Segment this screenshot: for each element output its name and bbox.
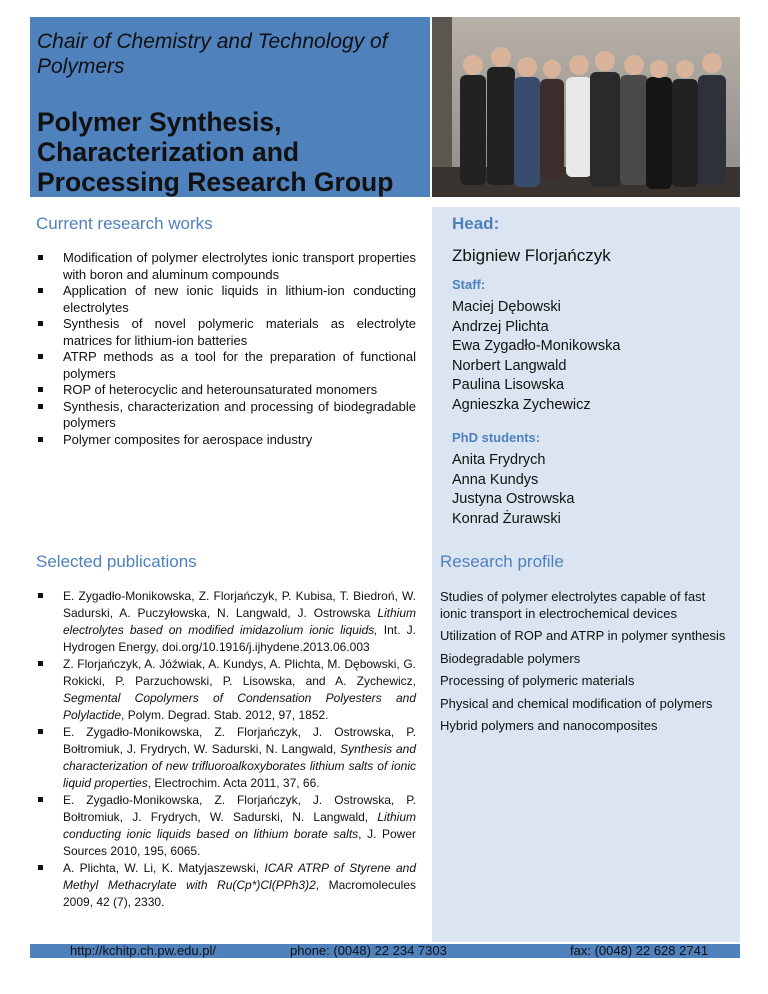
header-banner — [30, 17, 430, 197]
head-name: Zbigniew Florjańczyk — [452, 246, 611, 265]
staff-heading: Staff: — [452, 277, 486, 292]
list-item: Justyna Ostrowska — [452, 491, 575, 507]
publications-heading: Selected publications — [36, 552, 197, 571]
publications-list — [36, 588, 416, 911]
staff-list — [452, 298, 620, 415]
list-item: Andrzej Plichta — [452, 318, 549, 335]
list-item: Utilization of ROP and ATRP in polymer synthesis — [440, 628, 726, 643]
chair-name: Chair of Chemistry and Technology of Polymers — [37, 30, 388, 78]
list-item: Synthesis of novel polymeric materials as electrolyte matrices for lithium-ion batteries — [36, 316, 416, 349]
list-item: A. Plichta, W. Li, K. Matyjaszewski, ICAR ATRP of Styrene and Methyl Methacrylate with Ru(Cp*)Cl(PPh3)2, Macromolecules 2009, 42 (7), 2330. — [36, 860, 416, 911]
list-item: E. Zygadło-Monikowska, Z. Florjańczyk, J. Ostrowska, P. Bołtromiuk, J. Frydrych, W. Sadurski, N. Langwald, Lithium conducting ionic liquids based on lithium borate salts, J. Power Sources 2010, 195, 6065. — [36, 792, 416, 860]
list-item: Synthesis, characterization and processing of biodegradable polymers — [36, 399, 416, 432]
list-item: Maciej Dębowski — [452, 299, 561, 315]
list-item: Hybrid polymers and nanocomposites — [440, 718, 658, 733]
list-item: Norbert Langwald — [452, 357, 567, 374]
profile-list — [440, 589, 735, 741]
list-item: ROP of heterocyclic and heterounsaturated monomers — [36, 382, 416, 399]
list-item: Anna Kundys — [452, 471, 539, 488]
footer-url[interactable]: http://kchitp.ch.pw.edu.pl/ — [70, 943, 216, 958]
list-item: Konrad Żurawski — [452, 510, 561, 527]
list-item: ATRP methods as a tool for the preparation of functional polymers — [36, 349, 416, 382]
footer-bar — [30, 944, 740, 958]
list-item: Paulina Lisowska — [452, 377, 565, 393]
list-item: Biodegradable polymers — [440, 650, 581, 666]
list-item: Agnieszka Zychewicz — [452, 396, 591, 413]
list-item: Physical and chemical modification of polymers — [440, 695, 713, 711]
phd-list — [452, 451, 575, 529]
footer-phone: phone: (0048) 22 234 7303 — [290, 943, 447, 958]
research-heading: Current research works — [36, 214, 213, 233]
list-item: Studies of polymer electrolytes capable of fast ionic transport in electrochemical devices — [440, 589, 706, 621]
footer-fax: fax: (0048) 22 628 2741 — [570, 943, 709, 958]
list-item: Processing of polymeric materials — [440, 673, 635, 688]
group-title: Polymer Synthesis, Characterization and Processing Research Group — [37, 107, 394, 197]
head-heading: Head: — [452, 214, 500, 233]
list-item: Polymer composites for aerospace industry — [36, 432, 416, 449]
phd-heading: PhD students: — [452, 430, 541, 445]
list-item: Application of new ionic liquids in lithium-ion conducting electrolytes — [36, 283, 416, 316]
list-item: Ewa Zygadło-Monikowska — [452, 338, 621, 354]
list-item: Modification of polymer electrolytes ionic transport properties with boron and aluminum compounds — [36, 250, 416, 283]
list-item: E. Zygadło-Monikowska, Z. Florjańczyk, J. Ostrowska, P. Bołtromiuk, J. Frydrych, W. Sadurski, N. Langwald, Synthesis and characterization of new trifluoroalkoxyborates lithium salts of ionic liquid properties, Electrochim. Acta 2011, 37, 66. — [36, 724, 416, 792]
profile-heading: Research profile — [440, 552, 564, 571]
list-item: E. Zygadło-Monikowska, Z. Florjańczyk, P. Kubisa, T. Biedroń, W. Sadurski, A. Puczyłowska, N. Langwald, J. Ostrowska Lithium electrolytes based on modified imidazolium ionic liquids, Int. J. Hydrogen Energy, doi.org/10.1916/j.ijhydene.2013.06.003 — [36, 588, 416, 656]
list-item: Z. Florjańczyk, A. Jóźwiak, A. Kundys, A. Plichta, M. Dębowski, G. Rokicki, P. Parzuchowski, P. Lisowska, and A. Zychewicz, Segmental Copolymers of Condensation Polyesters and Polylactide, Polym. Degrad. Stab. 2012, 97, 1852. — [36, 656, 416, 724]
list-item: Anita Frydrych — [452, 452, 546, 468]
research-list — [36, 250, 416, 448]
group-photo — [432, 17, 740, 197]
